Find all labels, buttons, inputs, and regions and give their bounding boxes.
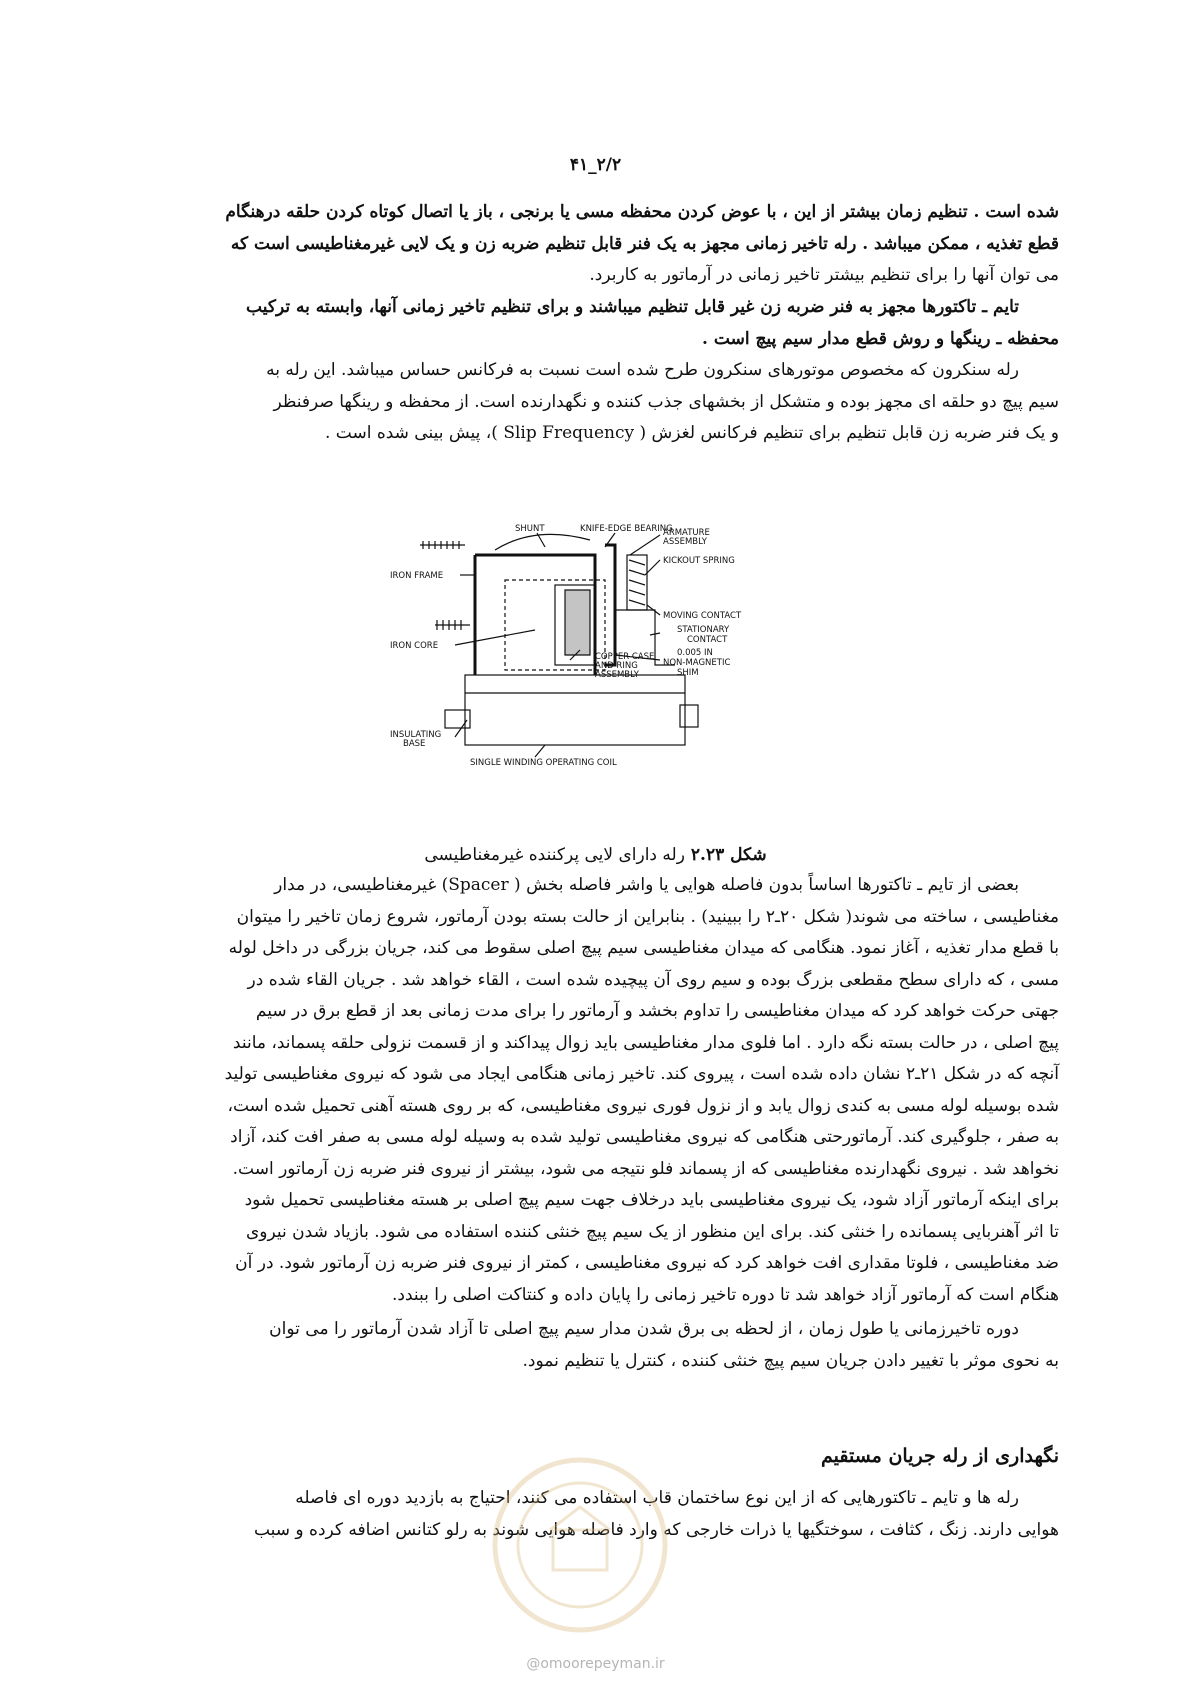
sync-paragraph	[132, 355, 1059, 450]
text-line: مغناطیسی ، ساخته می شوند( شکل ۲۰ـ۲ را ببینید) . بنابراین از حالت بسته بودن آرماتور، شروع زمان تاخیر را میتوان	[236, 906, 1059, 927]
text-line: مسی ، که دارای سطح مقطعی بزرگ بوده و سیم روی آن پیچیده شده است ، القاء خواهد شد . جریان القاء شده در	[247, 969, 1059, 990]
text-line: سیم پیچ دو حلقه ای مجهز بوده و متشکل از بخشهای جذب کننده و نگهدارنده است. از محفظه و رینگها صرفنظر	[273, 391, 1059, 412]
text-line: هوایی دارند. زنگ ، کثافت ، سوختگیها یا ذرات خارجی که وارد فاصله هوایی شوند به رلو کتانس اضافه کرده و سبب	[253, 1519, 1059, 1540]
label-copper-case-3: ASSEMBLY	[595, 670, 639, 680]
insulating-base-shape	[465, 675, 685, 745]
text-line: رله ها و تایم ـ تاکتورهایی که از این نوع ساختمان قاب استفاده می کنند، احتیاج به بازدید دوره ای فاصله	[295, 1488, 1019, 1508]
label-shim-2: NON-MAGNETIC	[663, 658, 731, 668]
text-line: آنچه که در شکل ۲۱ـ۲ نشان داده شده است ، پیروی کند. تاخیر زمانی هنگامی ایجاد می شود که نیروی مغناطیسی تولید	[224, 1064, 1059, 1084]
timer-paragraph	[132, 292, 1059, 355]
label-stationary-2: CONTACT	[687, 635, 728, 645]
text-line: محفظه ـ رینگها و روش قطع مدار سیم پیچ است .	[702, 328, 1059, 349]
label-kickout-spring: KICKOUT SPRING	[663, 556, 735, 566]
label-coil: SINGLE WINDING OPERATING COIL	[470, 758, 617, 768]
footer-watermark: @omoorepeyman.ir	[526, 1656, 665, 1672]
label-shim-3: SHIM	[677, 668, 699, 678]
relay-diagram	[390, 515, 815, 805]
text-line: هنگام است که آرماتور آزاد خواهد شد تا دوره تاخیر زمانی را پایان داده و کنتاکت اصلی را ببندد.	[391, 1284, 1059, 1305]
text-line: شده بوسیله لوله مسی به کندی زوال یابد و از نزول فوری نیروی مغناطیسی، که بر روی هسته آهنی تحمیل شده است،	[227, 1095, 1059, 1116]
label-insulating-2: BASE	[403, 739, 426, 749]
text-line: قطع تغذیه ، ممکن میباشد . رله تاخیر زمانی مجهز به یک فنر قابل تنظیم ضربه زن و یک لایی غیرمغناطیسی است که	[230, 233, 1059, 254]
text-line: بعضی از تایم ـ تاکتورها اساساً بدون فاصله هوایی یا واشر فاصله بخش ( Spacer) غیرمغناطیسی، در مدار	[274, 875, 1019, 895]
label-copper-case-2: AND RING	[595, 661, 638, 671]
label-iron-core: IRON CORE	[390, 641, 439, 651]
label-copper-case: COPPER CASE	[595, 652, 655, 662]
text-line: با قطع مدار تغذیه ، آغاز نمود. هنگامی که میدان مغناطیسی سیم پیچ اصلی سقوط می کند، جریان بزرگی در داخل لوله	[228, 938, 1059, 958]
text-line: تایم ـ تاکتورها مجهز به فنر ضربه زن غیر قابل تنظیم میباشند و برای تنظیم تاخیر زمانی آنها، وابسته به ترکیب	[246, 297, 1019, 317]
caption-number: شکل ۲.۲۳	[690, 845, 767, 865]
text-line: به صفر ، جلوگیری کند. آرماتورحتی هنگامی که نیروی مغناطیسی تولید شده به وسیله لوله مسی به صفر افت کند، آزاد	[230, 1127, 1059, 1147]
text-line: و یک فنر ضربه زن قابل تنظیم برای تنظیم فرکانس لغزش ( Slip Frequency )، پیش بینی شده است .	[324, 423, 1059, 443]
label-shim: 0.005 IN	[677, 648, 713, 658]
watermark-seal	[455, 1435, 705, 1635]
label-shunt: SHUNT	[515, 524, 545, 534]
text-line: پیچ اصلی ، در حالت بسته نگه دارد . اما فلوی مدار مغناطیسی باید زوال پیداکند و از قسمت نزولی حلقه پسماند، مانند	[232, 1032, 1059, 1053]
period-paragraph	[132, 1314, 1059, 1377]
text-line: شده است . تنظیم زمان بیشتر از این ، با عوض کردن محفظه مسی یا برنجی ، باز یا اتصال کوتاه کردن حلقه درهنگام	[225, 202, 1059, 222]
section-heading: نگهداری از رله جریان مستقیم	[820, 1445, 1059, 1467]
page-number: ۴۱_۲/۲	[569, 155, 622, 175]
label-insulating: INSULATING	[390, 730, 442, 740]
intro-paragraph	[132, 197, 1059, 292]
text-line: نخواهد شد . نیروی نگهدارنده مغناطیسی که از پسماند فلو نتیجه می شود، بیشتر از نیروی فنر ضربه زن آرماتور است.	[232, 1158, 1059, 1179]
text-line: می توان آنها را برای تنظیم بیشتر تاخیر زمانی در آرماتور به کاربرد.	[589, 265, 1059, 285]
text-line: برای اینکه آرماتور آزاد شود، یک نیروی مغناطیسی باید درخلاف جهت سیم پیچ اصلی بر هسته مغناطیسی تحمیل شود	[244, 1190, 1059, 1210]
text-line: تا اثر آهنربایی پسمانده را خنثی کند. برای این منظور از یک سیم پیچ خنثی کننده استفاده می شود. بازیاد شدن نیروی	[246, 1221, 1059, 1242]
label-armature-2: ASSEMBLY	[663, 537, 707, 547]
text-line: رله سنکرون که مخصوص موتورهای سنکرون طرح شده است نسبت به فرکانس حساس میباشد. این رله به	[266, 360, 1019, 380]
label-moving-contact: MOVING CONTACT	[663, 611, 742, 621]
text-line: دوره تاخیرزمانی یا طول زمان ، از لحظه بی برق شدن مدار سیم پیچ اصلی تا آزاد شدن آرماتور را می توان	[269, 1319, 1019, 1339]
caption-text: رله دارای لایی پرکننده غیرمغناطیسی	[424, 845, 685, 865]
label-knife-edge: KNIFE-EDGE BEARING	[580, 524, 673, 534]
label-armature: ARMATURE	[663, 528, 710, 538]
text-line: به نحوی موثر با تغییر دادن جریان سیم پیچ خنثی کننده ، کنترل یا تنظیم نمود.	[522, 1350, 1059, 1371]
label-iron-frame: IRON FRAME	[390, 571, 444, 581]
text-line: ضد مغناطیسی ، فلوتا مقداری افت خواهد کرد که نیروی مغناطیسی ، کمتر از نیروی فنر ضربه زن آرماتور شود. در آن	[235, 1253, 1059, 1273]
label-stationary: STATIONARY	[677, 625, 730, 635]
relay-illustration	[390, 515, 815, 805]
figure-caption	[0, 845, 1191, 865]
seal-icon	[455, 1435, 705, 1635]
main-paragraph	[132, 870, 1059, 1311]
text-line: جهتی حرکت خواهد کرد که میدان مغناطیسی را تداوم بخشد و آرماتور را برای مدت زمانی بعد از قطع برق در سیم	[255, 1001, 1059, 1021]
